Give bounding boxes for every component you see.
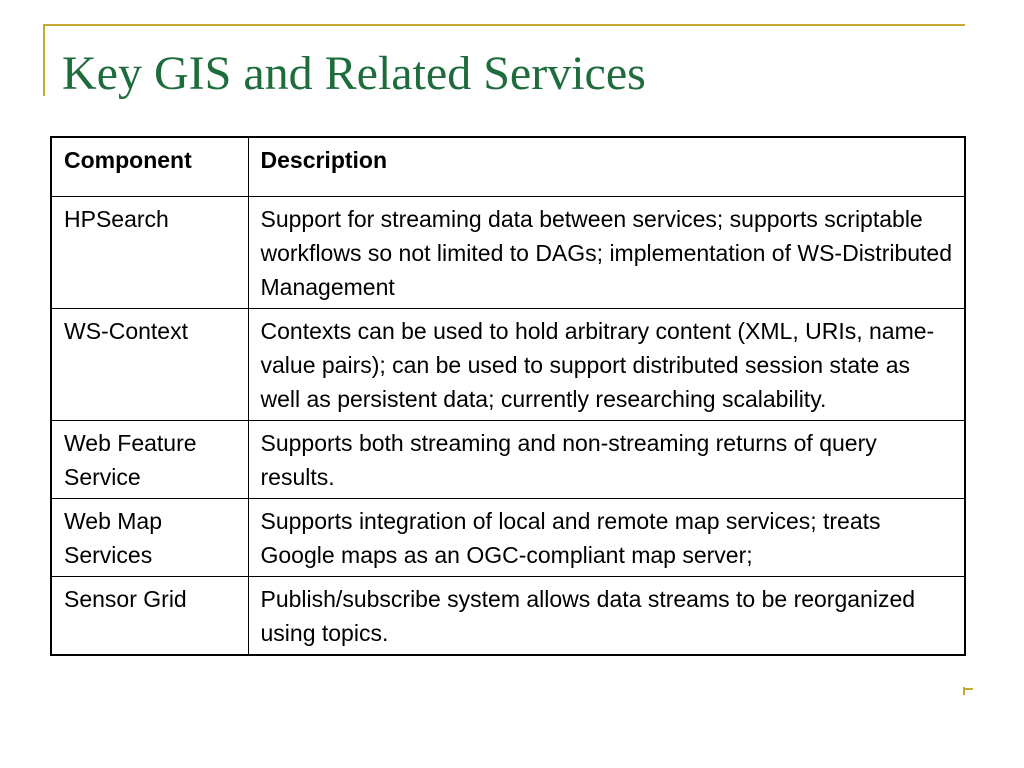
table-row	[51, 421, 965, 499]
description-cell: Contexts can be used to hold arbitrary content (XML, URIs, name-value pairs); can be used to support distributed session state as well as persistent data; currently researching scalability.	[248, 309, 965, 421]
description-cell: Publish/subscribe system allows data streams to be reorganized using topics.	[248, 577, 965, 656]
table-row	[51, 197, 965, 309]
table-row	[51, 499, 965, 577]
column-header-description: Description	[248, 137, 965, 197]
column-header-component: Component	[51, 137, 248, 197]
component-cell: HPSearch	[51, 197, 248, 309]
component-cell: Web Map Services	[51, 499, 248, 577]
frame-top-rule	[43, 24, 965, 26]
component-cell: Web Feature Service	[51, 421, 248, 499]
description-cell: Supports integration of local and remote map services; treats Google maps as an OGC-compliant map server;	[248, 499, 965, 577]
slide-title: Key GIS and Related Services	[62, 47, 646, 100]
description-cell: Supports both streaming and non-streaming returns of query results.	[248, 421, 965, 499]
description-cell: Support for streaming data between services; supports scriptable workflows so not limited to DAGs; implementation of WS-Distributed Management	[248, 197, 965, 309]
table-row	[51, 577, 965, 656]
services-table	[50, 136, 966, 656]
component-cell: WS-Context	[51, 309, 248, 421]
frame-corner-rule-horizontal	[963, 688, 973, 690]
table-header-row	[51, 137, 965, 197]
table-row	[51, 309, 965, 421]
component-cell: Sensor Grid	[51, 577, 248, 656]
frame-left-rule	[43, 24, 45, 96]
